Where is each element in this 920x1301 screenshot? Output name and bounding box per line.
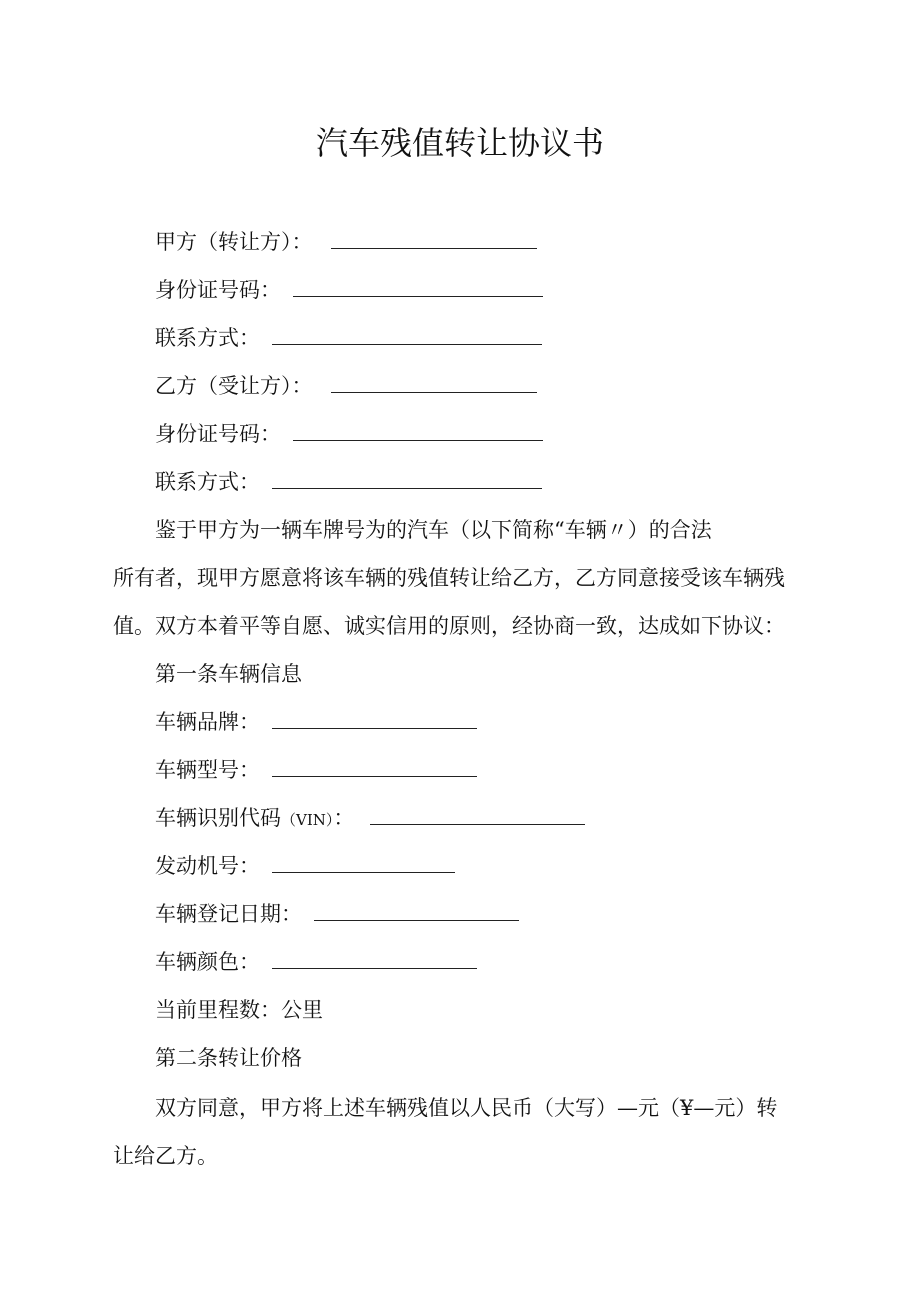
party-b-id-blank <box>293 422 543 441</box>
reg-date-line <box>155 899 519 929</box>
party-a-id-label: 身份证号码： <box>155 278 281 302</box>
party-a-contact-label: 联系方式： <box>155 326 260 350</box>
vin-label-code: （VIN） <box>281 811 334 829</box>
party-b-id-label: 身份证号码： <box>155 422 281 446</box>
reg-date-label: 车辆登记日期： <box>155 902 302 926</box>
article-2-title: 第二条转让价格 <box>155 1046 302 1070</box>
party-b-blank <box>331 374 537 393</box>
party-a-contact-line <box>155 323 542 353</box>
brand-label: 车辆品牌： <box>155 710 260 734</box>
party-a-label: 甲方（转让方）： <box>155 230 313 254</box>
price-line-2: 让给乙方。 <box>113 1144 218 1168</box>
engine-label: 发动机号： <box>155 854 260 878</box>
mileage-line: 当前里程数：公里 <box>155 998 323 1022</box>
preamble-line-3: 值。双方本着平等自愿、诚实信用的原则，经协商一致，达成如下协议： <box>113 614 785 638</box>
party-a-blank <box>331 230 537 249</box>
party-b-contact-line <box>155 467 542 497</box>
party-b-id-line <box>155 419 543 449</box>
party-a-line <box>155 227 537 257</box>
party-b-contact-label: 联系方式： <box>155 470 260 494</box>
vin-blank <box>370 806 585 825</box>
vin-label-prefix: 车辆识别代码 <box>155 806 281 830</box>
model-line <box>155 755 477 785</box>
reg-date-blank <box>314 902 519 921</box>
party-a-id-line <box>155 275 543 305</box>
brand-blank <box>272 710 477 729</box>
party-a-contact-blank <box>272 326 542 345</box>
party-b-label: 乙方（受让方）： <box>155 374 313 398</box>
color-blank <box>272 950 477 969</box>
vin-line <box>155 803 585 833</box>
color-label: 车辆颜色： <box>155 950 260 974</box>
party-b-contact-blank <box>272 470 542 489</box>
engine-line <box>155 851 455 881</box>
preamble-line-1: 鉴于甲方为一辆车牌号为的汽车（以下简称“车辆〃）的合法 <box>155 518 712 542</box>
price-line-1: 双方同意，甲方将上述车辆残值以人民币（大写）—元（¥—元）转 <box>155 1096 778 1120</box>
document-title: 汽车残值转让协议书 <box>315 124 604 162</box>
party-b-line <box>155 371 537 401</box>
color-line <box>155 947 477 977</box>
vin-label-suffix: ： <box>333 806 355 830</box>
party-a-id-blank <box>293 278 543 297</box>
preamble-line-2: 所有者，现甲方愿意将该车辆的残值转让给乙方，乙方同意接受该车辆残 <box>113 566 785 590</box>
article-1-title: 第一条车辆信息 <box>155 662 302 686</box>
engine-blank <box>272 854 455 873</box>
model-label: 车辆型号： <box>155 758 260 782</box>
model-blank <box>272 758 477 777</box>
brand-line <box>155 707 477 737</box>
